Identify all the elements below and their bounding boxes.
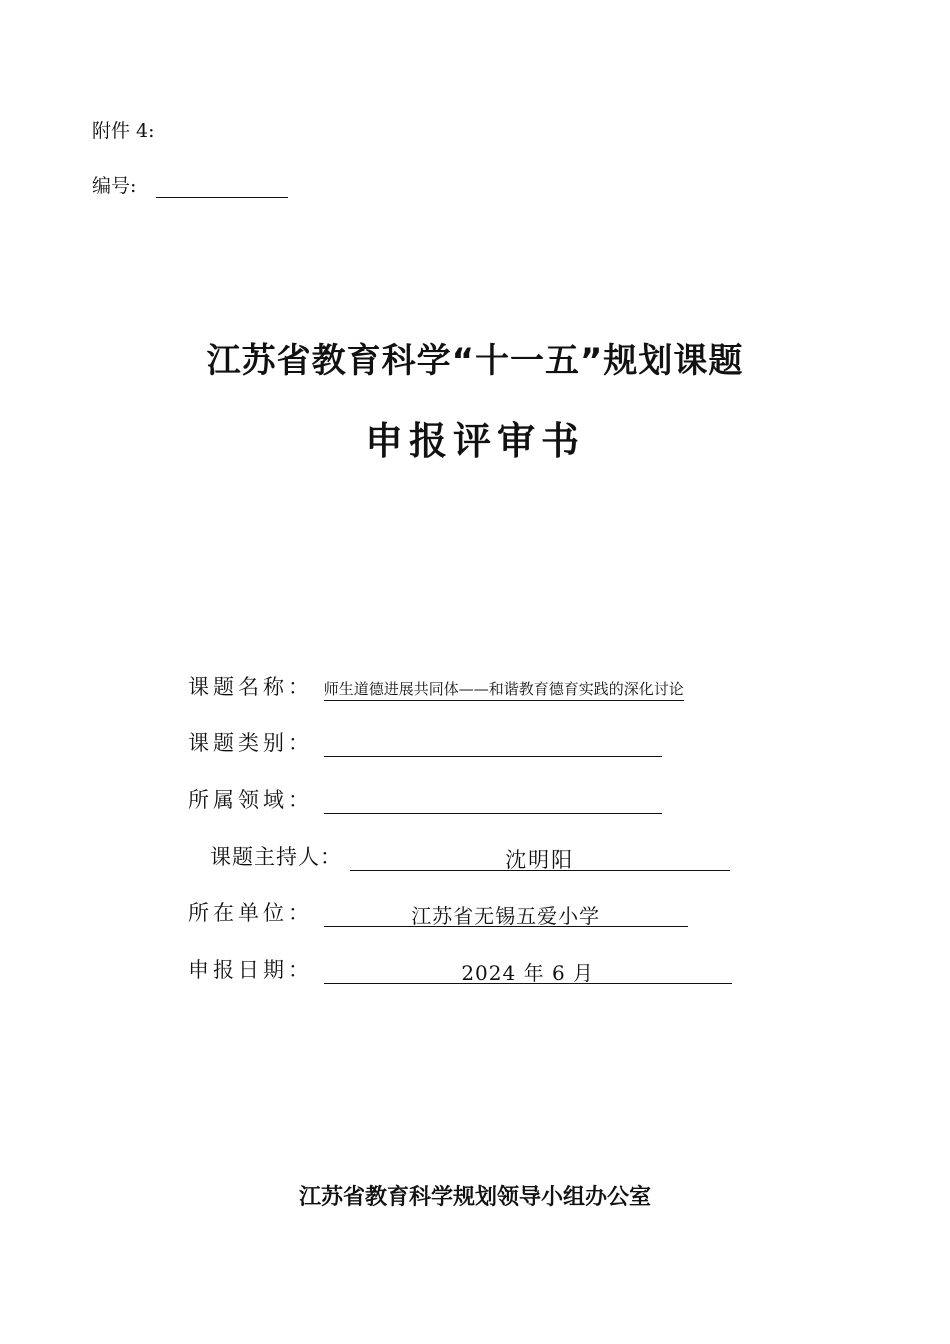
number-label: 编号: [92,175,137,197]
unit-value: 江苏省无锡五爱小学 [324,900,688,927]
host-value: 沈明阳 [350,844,730,871]
topic-category-row [188,727,662,757]
topic-category-label: 课题类别： [188,731,313,755]
host-label: 课题主持人： [210,845,342,869]
topic-category-value [324,732,662,757]
number-blank [156,177,288,198]
date-value: 2024 年 6 月 [324,957,732,984]
unit-row [188,897,688,927]
document-subtitle: 申报评审书 [364,419,585,463]
topic-name-row [188,671,684,701]
attachment-label: 附件 4: [92,120,155,142]
host-row [210,841,730,871]
date-label: 申报日期： [188,958,313,982]
topic-name-label: 课题名称： [188,675,313,699]
document-title: 江苏省教育科学“十一五”规划课题 [206,341,744,381]
field-domain-label: 所属领域： [188,788,313,812]
date-row [188,954,732,984]
field-domain-row [188,784,662,814]
topic-name-value: 师生道德进展共同体——和谐教育德育实践的深化讨论 [324,678,684,701]
unit-label: 所在单位： [188,901,313,925]
number-row [92,171,288,198]
issuing-office: 江苏省教育科学规划领导小组办公室 [298,1185,651,1210]
field-domain-value [324,789,662,814]
